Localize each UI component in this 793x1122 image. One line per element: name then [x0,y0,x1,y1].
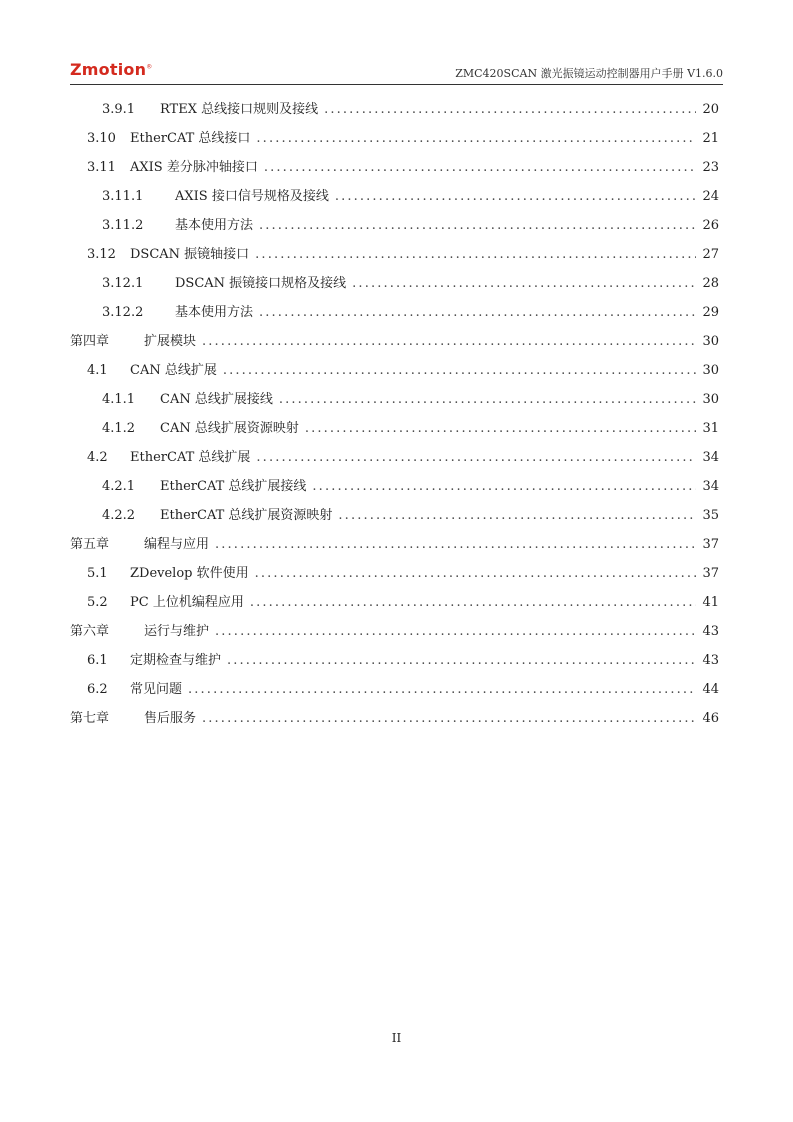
toc-entry-number: 5.2 [87,595,108,610]
toc-entry-title: 售后服务 [144,711,197,726]
page-number: II [391,1031,402,1045]
toc-entry-page: 37 [702,566,719,581]
toc-entry-number: 3.11 [87,160,116,175]
toc-entry-title: 基本使用方法 [175,218,254,233]
toc-entry[interactable] [70,414,719,443]
toc-dot-leader [215,530,696,559]
toc-entry-page: 27 [702,247,719,262]
toc-entry-page: 30 [702,363,719,378]
toc-entry-title: EtherCAT 总线接口 [130,131,251,146]
toc-dot-leader [264,153,697,182]
toc-entry-number: 5.1 [87,566,108,581]
toc-dot-leader [255,559,697,588]
toc-entry-page: 26 [702,218,719,233]
toc-entry-page: 43 [702,624,719,639]
toc-entry-page: 35 [702,508,719,523]
toc-entry-title: CAN 总线扩展资源映射 [160,421,299,436]
toc-entry-page: 43 [702,653,719,668]
toc-entry[interactable] [70,153,719,182]
toc-entry-page: 44 [702,682,719,697]
toc-entry-number: 3.10 [87,131,116,146]
toc-entry-title: RTEX 总线接口规则及接线 [160,102,319,117]
toc-entry-title: AXIS 接口信号规格及接线 [175,189,329,204]
toc-entry[interactable] [70,211,719,240]
toc-dot-leader [227,646,696,675]
toc-entry-number: 6.1 [87,653,108,668]
toc-dot-leader [259,211,696,240]
toc-entry[interactable] [70,617,719,646]
toc-entry[interactable] [70,269,719,298]
toc-entry[interactable] [70,298,719,327]
document-title: ZMC420SCAN 激光振镜运动控制器用户手册 V1.6.0 [455,67,723,80]
toc-entry[interactable] [70,95,719,124]
toc-entry[interactable] [70,588,719,617]
toc-entry[interactable] [70,646,719,675]
toc-entry-title: EtherCAT 总线扩展资源映射 [160,508,333,523]
toc-entry[interactable] [70,559,719,588]
toc-entry-title: 编程与应用 [144,537,210,552]
toc-entry[interactable] [70,356,719,385]
toc-entry[interactable] [70,124,719,153]
toc-entry-number: 4.1.2 [102,421,136,436]
toc-entry-page: 34 [702,479,719,494]
toc-entry-page: 31 [702,421,719,436]
toc-dot-leader [352,269,696,298]
toc-entry-page: 46 [702,711,719,726]
toc-entry-title: AXIS 差分脉冲轴接口 [130,160,258,175]
page-header [70,58,723,85]
toc-entry[interactable] [70,385,719,414]
toc-entry[interactable] [70,704,719,733]
table-of-contents [70,95,719,733]
toc-entry[interactable] [70,327,719,356]
toc-entry-number: 4.2 [87,450,108,465]
toc-entry-number: 3.12 [87,247,116,262]
toc-entry-page: 30 [702,392,719,407]
toc-entry-number: 4.2.2 [102,508,136,523]
toc-entry-page: 23 [702,160,719,175]
toc-entry-page: 28 [702,276,719,291]
toc-entry-number: 3.11.1 [102,189,144,204]
toc-dot-leader [256,124,696,153]
toc-entry-page: 29 [702,305,719,320]
toc-entry[interactable] [70,675,719,704]
toc-entry-title: 运行与维护 [144,624,210,639]
toc-entry-number: 第四章 [70,334,110,349]
toc-entry-number: 4.1.1 [102,392,136,407]
toc-entry-page: 20 [702,102,719,117]
toc-dot-leader [223,356,697,385]
toc-dot-leader [279,385,697,414]
toc-dot-leader [256,443,696,472]
toc-entry-number: 3.12.2 [102,305,144,320]
toc-entry-page: 34 [702,450,719,465]
toc-entry-title: DSCAN 振镜接口规格及接线 [175,276,347,291]
toc-dot-leader [250,588,697,617]
toc-entry-title: 基本使用方法 [175,305,254,320]
toc-dot-leader [312,472,696,501]
toc-dot-leader [335,182,697,211]
toc-entry-number: 第六章 [70,624,110,639]
toc-entry-title: CAN 总线扩展接线 [160,392,273,407]
toc-dot-leader [215,617,696,646]
toc-entry[interactable] [70,182,719,211]
toc-entry-title: ZDevelop 软件使用 [130,566,249,581]
toc-entry-number: 3.9.1 [102,102,136,117]
toc-entry-title: 定期检查与维护 [130,653,222,668]
toc-entry[interactable] [70,501,719,530]
toc-dot-leader [338,501,696,530]
toc-entry[interactable] [70,240,719,269]
toc-entry[interactable] [70,443,719,472]
zmotion-logo: Zmotion® [70,60,153,79]
toc-entry[interactable] [70,472,719,501]
toc-entry-page: 21 [702,131,719,146]
toc-entry-title: DSCAN 振镜轴接口 [130,247,250,262]
toc-entry-title: PC 上位机编程应用 [130,595,244,610]
toc-entry-page: 24 [702,189,719,204]
toc-entry-number: 4.2.1 [102,479,136,494]
toc-entry-title: EtherCAT 总线扩展 [130,450,251,465]
toc-entry-number: 第七章 [70,711,110,726]
toc-entry-number: 3.11.2 [102,218,144,233]
toc-dot-leader [324,95,696,124]
toc-entry-page: 30 [702,334,719,349]
toc-entry-title: 常见问题 [130,682,183,697]
toc-dot-leader [188,675,696,704]
toc-entry-number: 4.1 [87,363,108,378]
toc-dot-leader [202,704,696,733]
toc-entry-title: EtherCAT 总线扩展接线 [160,479,307,494]
toc-dot-leader [259,298,696,327]
toc-entry-title: CAN 总线扩展 [130,363,217,378]
toc-dot-leader [202,327,696,356]
toc-entry-page: 37 [702,537,719,552]
toc-entry-number: 第五章 [70,537,110,552]
toc-dot-leader [255,240,696,269]
toc-entry-number: 3.12.1 [102,276,144,291]
toc-entry-number: 6.2 [87,682,108,697]
toc-entry-title: 扩展模块 [144,334,197,349]
toc-entry-page: 41 [702,595,719,610]
toc-dot-leader [305,414,697,443]
toc-entry[interactable] [70,530,719,559]
